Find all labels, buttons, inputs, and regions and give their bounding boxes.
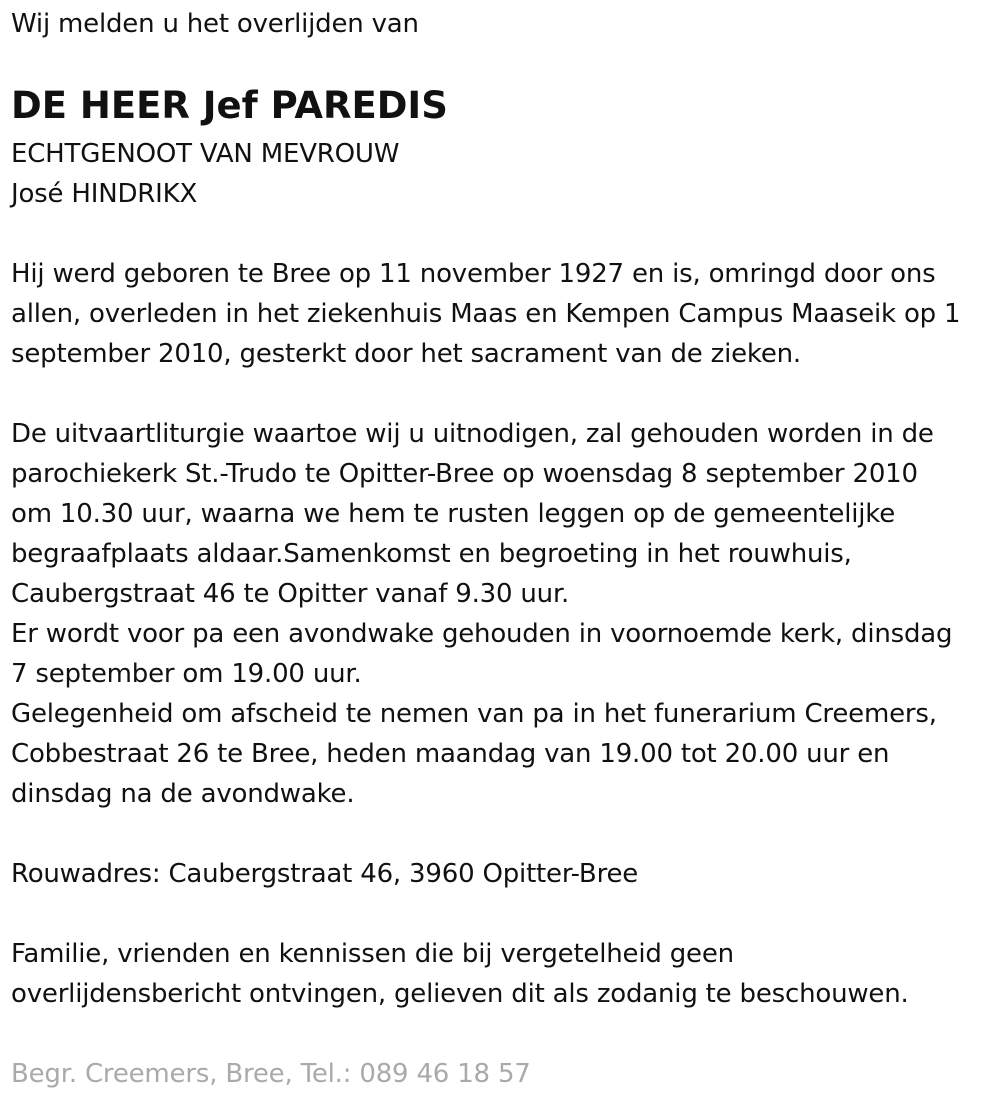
paragraph-line: Familie, vrienden en kennissen die bij vergetelheid geen — [11, 939, 734, 969]
paragraph-line: 7 september om 19.00 uur. — [11, 659, 362, 689]
mourning-address-block — [11, 854, 638, 894]
family-paragraph — [11, 934, 909, 1014]
birth-paragraph — [11, 254, 960, 374]
spouse-block — [11, 134, 399, 214]
undertaker-contact: Begr. Creemers, Bree, Tel.: 089 46 18 57 — [11, 1059, 531, 1089]
paragraph-line: overlijdensbericht ontvingen, gelieven dit als zodanig te beschouwen. — [11, 979, 909, 1009]
paragraph-line: om 10.30 uur, waarna we hem te rusten leggen op de gemeentelijke — [11, 499, 895, 529]
paragraph-line: dinsdag na de avondwake. — [11, 779, 355, 809]
deceased-name: DE HEER Jef PAREDIS — [11, 84, 448, 127]
paragraph-line: begraafplaats aldaar.Samenkomst en begroeting in het rouwhuis, — [11, 539, 852, 569]
liturgy-paragraph — [11, 414, 952, 814]
paragraph-line: parochiekerk St.-Trudo te Opitter-Bree op woensdag 8 september 2010 — [11, 459, 918, 489]
paragraph-line: allen, overleden in het ziekenhuis Maas en Kempen Campus Maaseik op 1 — [11, 299, 961, 329]
paragraph-line: Er wordt voor pa een avondwake gehouden in voornoemde kerk, dinsdag — [11, 619, 953, 649]
spouse-name: José HINDRIKX — [11, 179, 198, 209]
spouse-title: ECHTGENOOT VAN MEVROUW — [11, 139, 400, 169]
paragraph-line: Hij werd geboren te Bree op 11 november 1927 en is, omringd door ons — [11, 259, 936, 289]
paragraph-line: Gelegenheid om afscheid te nemen van pa in het funerarium Creemers, — [11, 699, 937, 729]
paragraph-line: september 2010, gesterkt door het sacrament van de zieken. — [11, 339, 801, 369]
paragraph-line: Caubergstraat 46 te Opitter vanaf 9.30 uur. — [11, 579, 570, 609]
intro-text: Wij melden u het overlijden van — [11, 9, 419, 39]
paragraph-line: Cobbestraat 26 te Bree, heden maandag van 19.00 tot 20.00 uur en — [11, 739, 890, 769]
paragraph-line: De uitvaartliturgie waartoe wij u uitnodigen, zal gehouden worden in de — [11, 419, 934, 449]
mourning-address: Rouwadres: Caubergstraat 46, 3960 Opitter-Bree — [11, 859, 639, 889]
